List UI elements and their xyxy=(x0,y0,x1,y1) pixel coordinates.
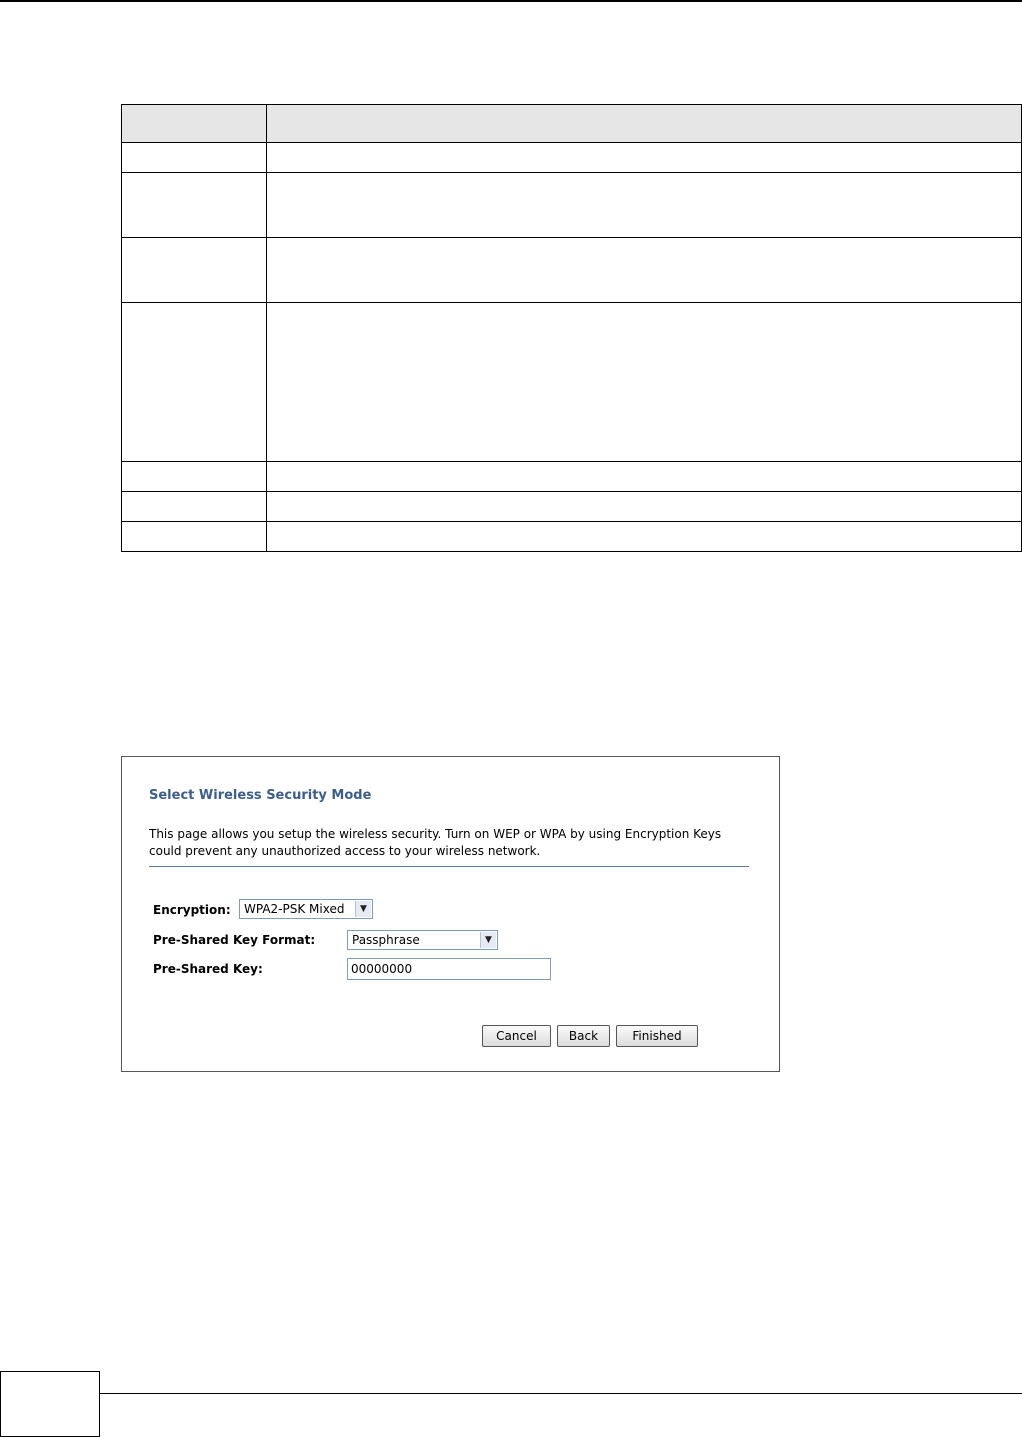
table-row xyxy=(122,173,1022,238)
page-number-box xyxy=(0,1371,100,1437)
chevron-down-icon: ▼ xyxy=(355,901,371,917)
encryption-value: WPA2-PSK Mixed xyxy=(244,902,345,916)
table-row xyxy=(122,522,1022,552)
finished-button[interactable]: Finished xyxy=(616,1025,698,1047)
table-header-row xyxy=(122,105,1022,143)
table-row xyxy=(122,143,1022,173)
panel-divider xyxy=(149,866,749,867)
table-row xyxy=(122,462,1022,492)
table-row xyxy=(122,303,1022,462)
table-row xyxy=(122,492,1022,522)
key-format-value: Passphrase xyxy=(352,933,420,947)
pre-shared-key-label: Pre-Shared Key: xyxy=(153,962,263,976)
table-cell-description xyxy=(267,303,1022,462)
table-cell-description xyxy=(267,462,1022,492)
key-format-select[interactable] xyxy=(347,930,498,950)
header-rule xyxy=(0,0,1022,2)
table-cell-label xyxy=(122,303,267,462)
back-button[interactable]: Back xyxy=(557,1025,610,1047)
table-header-description xyxy=(267,105,1022,143)
field-description-table xyxy=(121,104,1022,552)
table-cell-label xyxy=(122,173,267,238)
table-cell-description xyxy=(267,522,1022,552)
cancel-button[interactable]: Cancel xyxy=(482,1025,551,1047)
table-cell-description xyxy=(267,238,1022,303)
encryption-label: Encryption: xyxy=(153,903,231,917)
panel-title: Select Wireless Security Mode xyxy=(149,788,372,803)
panel-description: This page allows you setup the wireless security. Turn on WEP or WPA by using Encryption Keys could prevent any unauthorized access to your wireless network. xyxy=(149,827,722,858)
footer-rule xyxy=(100,1393,1022,1394)
table-cell-description xyxy=(267,143,1022,173)
encryption-select[interactable] xyxy=(239,899,373,919)
table-cell-label xyxy=(122,492,267,522)
table-cell-description xyxy=(267,173,1022,238)
key-format-label: Pre-Shared Key Format: xyxy=(153,933,316,947)
table-cell-label xyxy=(122,238,267,303)
table-cell-label xyxy=(122,462,267,492)
table-row xyxy=(122,238,1022,303)
wireless-security-panel xyxy=(121,756,780,1072)
table-cell-description xyxy=(267,492,1022,522)
table-cell-label xyxy=(122,522,267,552)
table-cell-label xyxy=(122,143,267,173)
chevron-down-icon: ▼ xyxy=(480,932,496,948)
pre-shared-key-input[interactable] xyxy=(347,958,551,980)
table-header-label xyxy=(122,105,267,143)
